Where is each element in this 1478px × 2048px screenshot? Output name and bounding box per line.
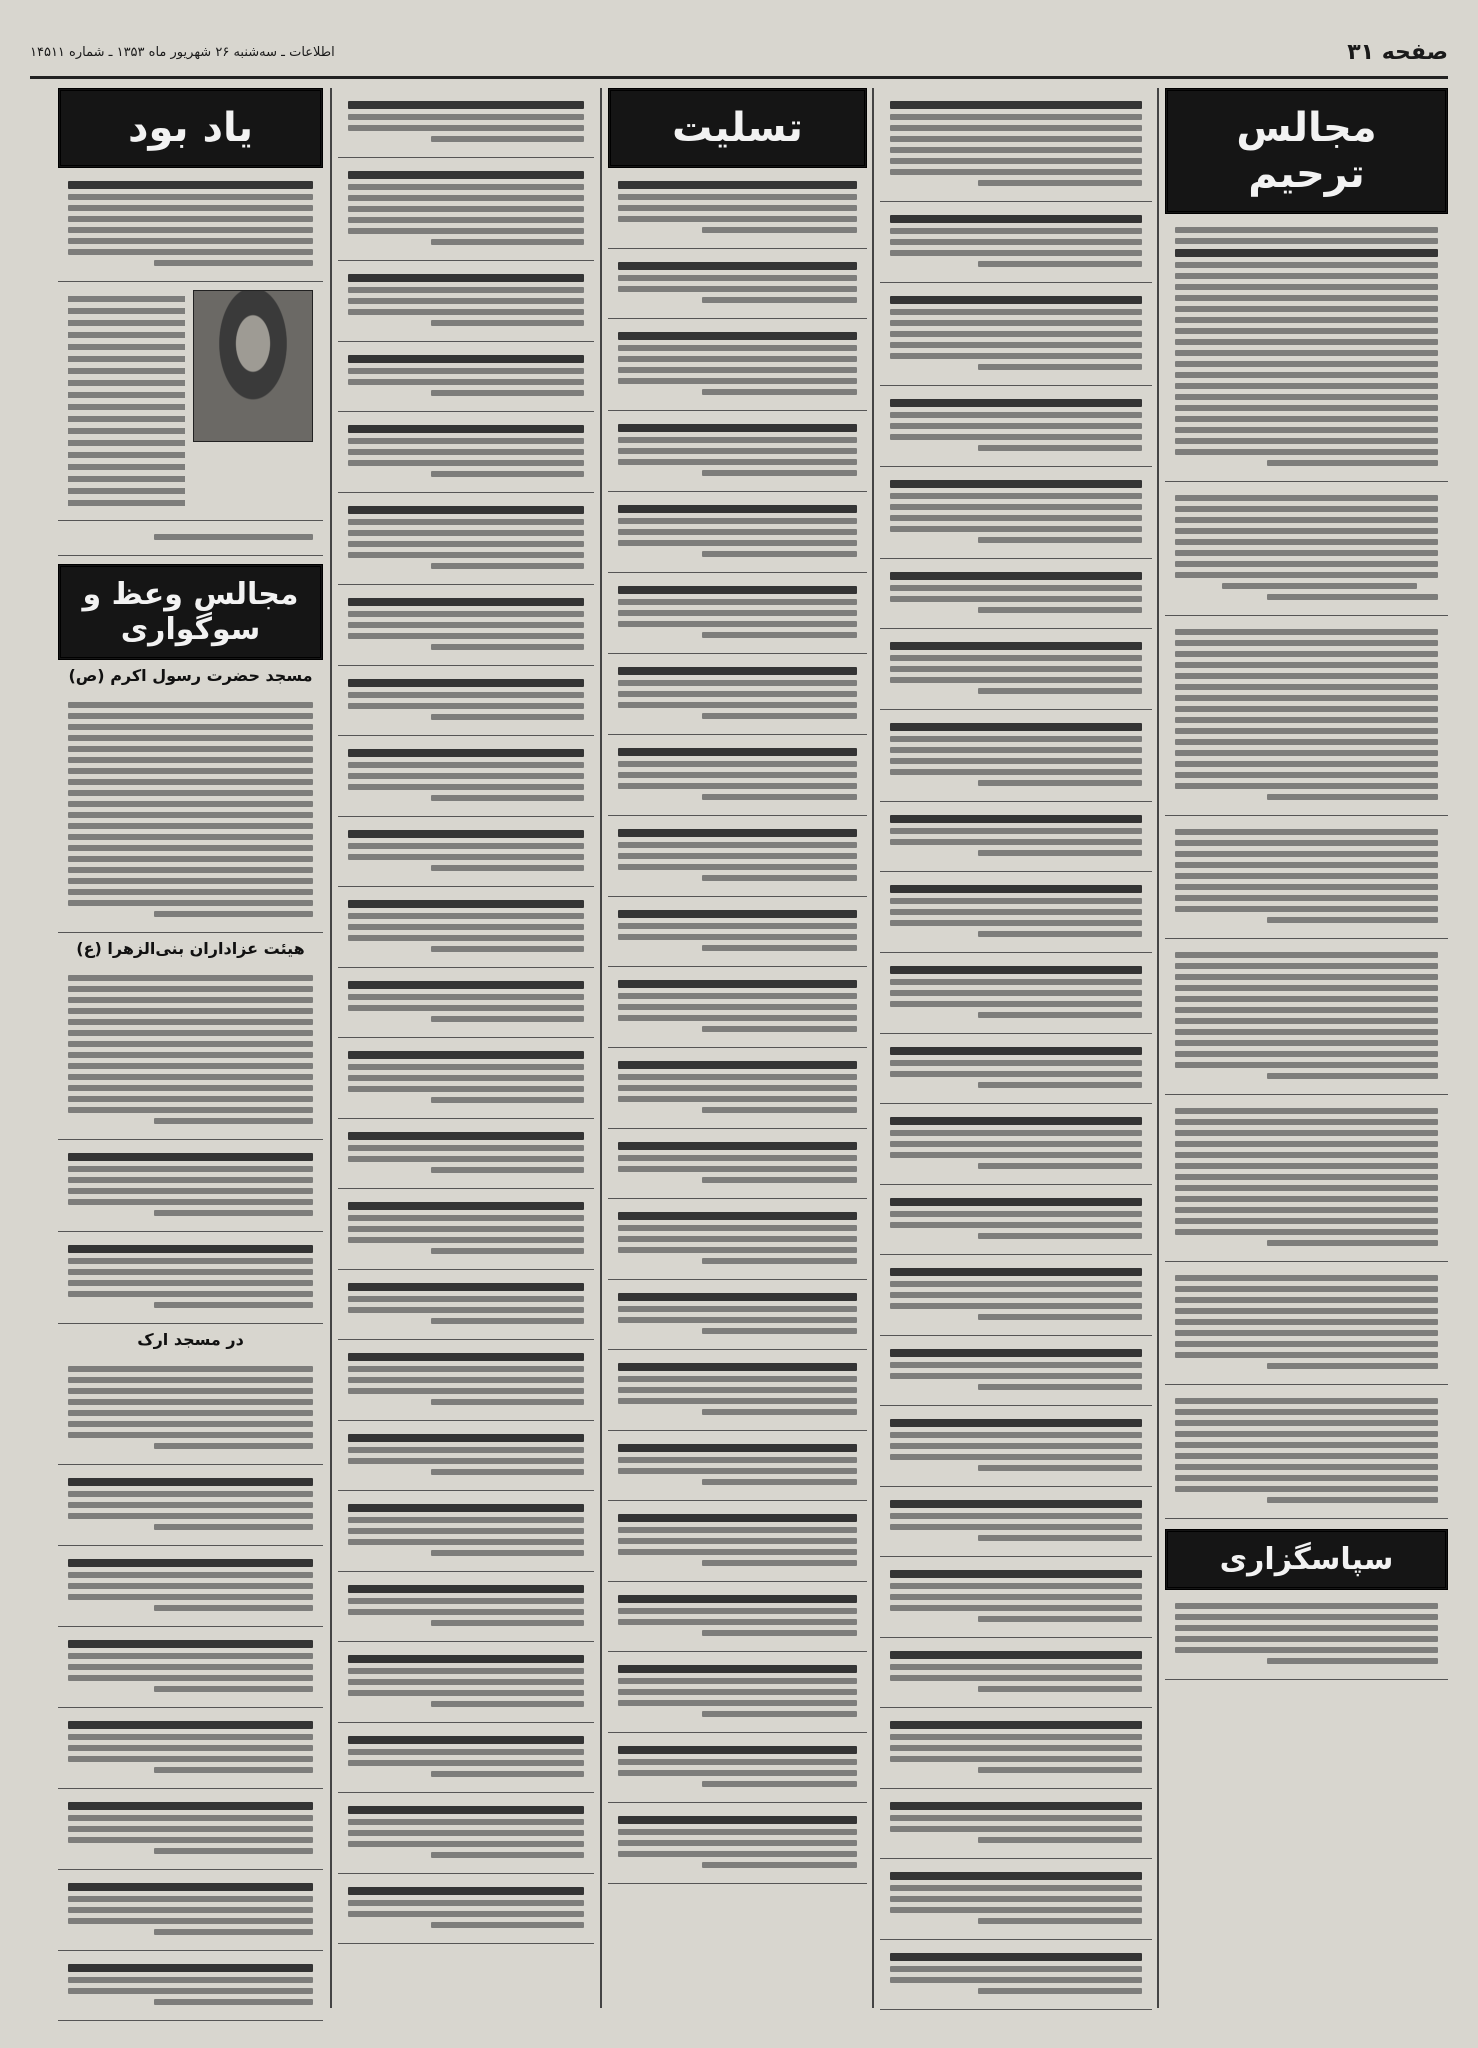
notice — [338, 342, 594, 412]
notice — [608, 897, 867, 967]
notice — [338, 817, 594, 887]
notice — [608, 654, 867, 735]
notice — [880, 1336, 1152, 1406]
notice — [338, 887, 594, 968]
notice — [608, 1129, 867, 1199]
notice — [880, 88, 1152, 202]
notice — [880, 1638, 1152, 1708]
column-rule — [600, 88, 602, 2008]
section-banner-majales-tarhim: مجالس ترحیم — [1165, 88, 1448, 214]
notice — [880, 1406, 1152, 1487]
notice — [880, 1859, 1152, 1940]
section-banner-tasliyat: تسلیت — [608, 88, 867, 168]
column-rule — [1157, 88, 1159, 2008]
notice — [58, 1627, 323, 1708]
page-number: صفحه ۳۱ — [1347, 39, 1448, 65]
notice — [58, 1708, 323, 1789]
notice — [1165, 1385, 1448, 1519]
column-rule — [872, 88, 874, 2008]
notice — [338, 585, 594, 666]
notice — [58, 1353, 323, 1465]
notice — [338, 1421, 594, 1491]
notice — [880, 1789, 1152, 1859]
notice — [58, 521, 323, 556]
notice — [880, 710, 1152, 802]
notice — [1165, 1262, 1448, 1385]
page-header — [30, 38, 1448, 66]
notice — [608, 1582, 867, 1652]
column-rule — [330, 88, 332, 2008]
notice — [338, 1270, 594, 1340]
notice — [880, 1940, 1152, 2010]
notice — [338, 88, 594, 158]
notice — [608, 1431, 867, 1501]
notice — [58, 168, 323, 282]
notice — [1165, 214, 1448, 482]
portrait-photo — [193, 290, 313, 442]
notice — [1165, 482, 1448, 616]
notice — [608, 1280, 867, 1350]
notice — [880, 1487, 1152, 1557]
notice — [608, 816, 867, 897]
notice — [58, 1546, 323, 1627]
notice — [880, 1034, 1152, 1104]
notice — [880, 283, 1152, 386]
notice — [338, 1642, 594, 1723]
notice — [58, 1789, 323, 1870]
notice — [338, 1491, 594, 1572]
column-4 — [338, 88, 594, 1944]
notice — [880, 1708, 1152, 1789]
notice — [880, 1255, 1152, 1336]
notice — [338, 261, 594, 342]
notice — [880, 1557, 1152, 1638]
publication-line: اطلاعات ـ سه‌شنبه ۲۶ شهریور ماه ۱۳۵۳ ـ شماره ۱۴۵۱۱ — [30, 44, 335, 60]
notice — [338, 1038, 594, 1119]
notice — [608, 1733, 867, 1803]
notice — [608, 168, 867, 249]
notice — [608, 1048, 867, 1129]
notice — [58, 1465, 323, 1546]
notice — [608, 573, 867, 654]
notice — [1165, 1590, 1448, 1680]
notice — [58, 1140, 323, 1232]
notice — [880, 467, 1152, 559]
notice — [58, 1232, 323, 1324]
notice — [880, 559, 1152, 629]
notice — [608, 411, 867, 492]
column-5 — [58, 88, 323, 2021]
column-2 — [880, 88, 1152, 2010]
notice — [880, 202, 1152, 283]
notice — [58, 1870, 323, 1951]
notice — [338, 158, 594, 261]
section-banner-sepasgozari: سپاسگزاری — [1165, 1529, 1448, 1590]
notice — [608, 1803, 867, 1884]
notice — [338, 493, 594, 585]
notice — [608, 1652, 867, 1733]
notice — [608, 492, 867, 573]
notice — [880, 629, 1152, 710]
notice — [880, 1104, 1152, 1185]
notice — [58, 1951, 323, 2021]
subheading-masjed-ark: در مسجد ارک — [137, 1330, 244, 1349]
notice — [880, 1185, 1152, 1255]
notice — [338, 1793, 594, 1874]
notice — [608, 249, 867, 319]
subheading-masjed: مسجد حضرت رسول اکرم (ص) — [68, 666, 313, 685]
notice — [880, 802, 1152, 872]
notice — [880, 386, 1152, 467]
notice — [338, 666, 594, 736]
notice — [58, 689, 323, 933]
notice — [58, 962, 323, 1140]
notice — [1165, 616, 1448, 816]
notice — [608, 1501, 867, 1582]
notice — [1165, 1095, 1448, 1262]
notice — [608, 319, 867, 411]
notice — [880, 872, 1152, 953]
notice — [608, 735, 867, 816]
notice — [338, 1723, 594, 1793]
notice — [608, 967, 867, 1048]
notice — [338, 1119, 594, 1189]
section-banner-yadbood: یاد بود — [58, 88, 323, 168]
subheading-heyat: هیئت عزاداران بنی‌الزهرا (ع) — [76, 939, 305, 958]
notice — [1165, 939, 1448, 1095]
notice — [608, 1350, 867, 1431]
column-1 — [1165, 88, 1448, 1680]
notice — [1165, 816, 1448, 939]
notice — [608, 1199, 867, 1280]
notice — [880, 953, 1152, 1034]
notice — [338, 1189, 594, 1270]
section-banner-majales-vaz: مجالس وعظ و سوگواری — [58, 564, 323, 660]
column-3 — [608, 88, 867, 1884]
memorial-notice — [58, 282, 323, 521]
header-rule — [30, 76, 1448, 79]
notice — [338, 736, 594, 817]
notice — [338, 1340, 594, 1421]
notice — [338, 1572, 594, 1642]
notice — [338, 1874, 594, 1944]
notice — [338, 968, 594, 1038]
notice — [338, 412, 594, 493]
